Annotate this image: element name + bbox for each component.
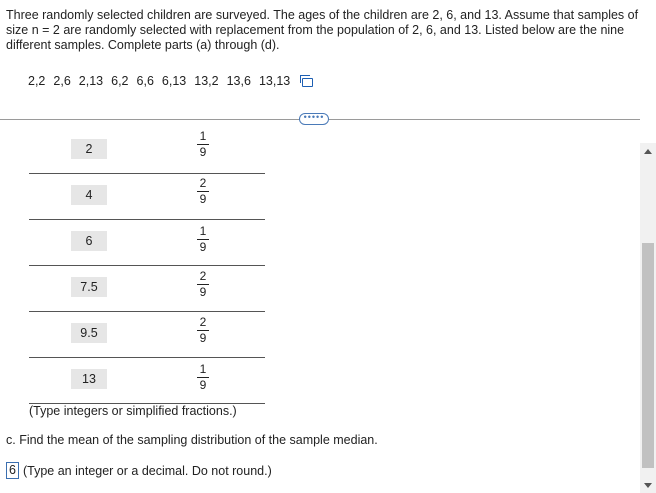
answer-format-note: (Type an integer or a decimal. Do not round.) xyxy=(23,463,272,478)
probability-fraction xyxy=(195,130,211,159)
sample-item: 13,13 xyxy=(258,74,291,88)
sample-median-cell: 2 xyxy=(71,139,107,159)
fraction-numerator: 2 xyxy=(199,315,207,329)
sample-median-cell: 6 xyxy=(71,231,107,251)
fraction-numerator: 1 xyxy=(199,362,207,376)
sample-item: 6,2 xyxy=(111,74,129,88)
fraction-numerator: 2 xyxy=(199,176,207,190)
fraction-numerator: 2 xyxy=(199,269,207,283)
samples-list xyxy=(28,74,321,88)
table-row xyxy=(29,173,265,220)
vertical-scrollbar[interactable] xyxy=(640,143,656,493)
copy-data-icon[interactable] xyxy=(302,78,313,87)
sample-item: 2,6 xyxy=(53,74,71,88)
probability-fraction xyxy=(195,225,211,254)
sample-median-cell: 9.5 xyxy=(71,323,107,343)
probability-fraction xyxy=(195,177,211,206)
sample-item: 2,13 xyxy=(78,74,104,88)
table-row xyxy=(29,219,265,266)
table-row xyxy=(29,311,265,358)
sample-item: 6,13 xyxy=(161,74,187,88)
expand-more-button[interactable]: ••••• xyxy=(299,113,329,125)
problem-statement: Three randomly selected children are surveyed. The ages of the children are 2, 6, and 13. Assume that samples of size n = 2 are randomly selected with replacement from the population of 2, 6, and 13. Listed below are the nine different samples. Complete parts (a) through (d). xyxy=(6,8,639,52)
fraction-numerator: 1 xyxy=(199,129,207,143)
sample-median-cell: 7.5 xyxy=(71,277,107,297)
fraction-denominator: 9 xyxy=(199,240,207,254)
probability-fraction xyxy=(195,316,211,345)
sample-median-cell: 13 xyxy=(71,369,107,389)
question-c-text: c. Find the mean of the sampling distribution of the sample median. xyxy=(6,433,378,447)
sample-item: 6,6 xyxy=(136,74,154,88)
answer-input[interactable]: 6 xyxy=(6,462,19,479)
sample-item: 13,6 xyxy=(226,74,251,88)
table-row xyxy=(29,265,265,312)
sample-item: 13,2 xyxy=(194,74,219,88)
table-row xyxy=(29,357,265,404)
probability-fraction xyxy=(195,270,211,299)
fraction-denominator: 9 xyxy=(199,378,207,392)
fraction-denominator: 9 xyxy=(199,192,207,206)
fraction-numerator: 1 xyxy=(199,224,207,238)
answer-row xyxy=(6,462,272,479)
sample-median-cell: 4 xyxy=(71,185,107,205)
probability-fraction xyxy=(195,363,211,392)
table-row xyxy=(29,127,265,174)
sample-item: 2,2 xyxy=(28,74,46,88)
fraction-denominator: 9 xyxy=(199,285,207,299)
fraction-denominator: 9 xyxy=(199,331,207,345)
fraction-denominator: 9 xyxy=(199,145,207,159)
fraction-format-note: (Type integers or simplified fractions.) xyxy=(29,404,237,418)
scrollbar-thumb[interactable] xyxy=(642,243,654,468)
scroll-up-arrow-icon[interactable] xyxy=(644,149,652,154)
scroll-down-arrow-icon[interactable] xyxy=(644,483,652,488)
